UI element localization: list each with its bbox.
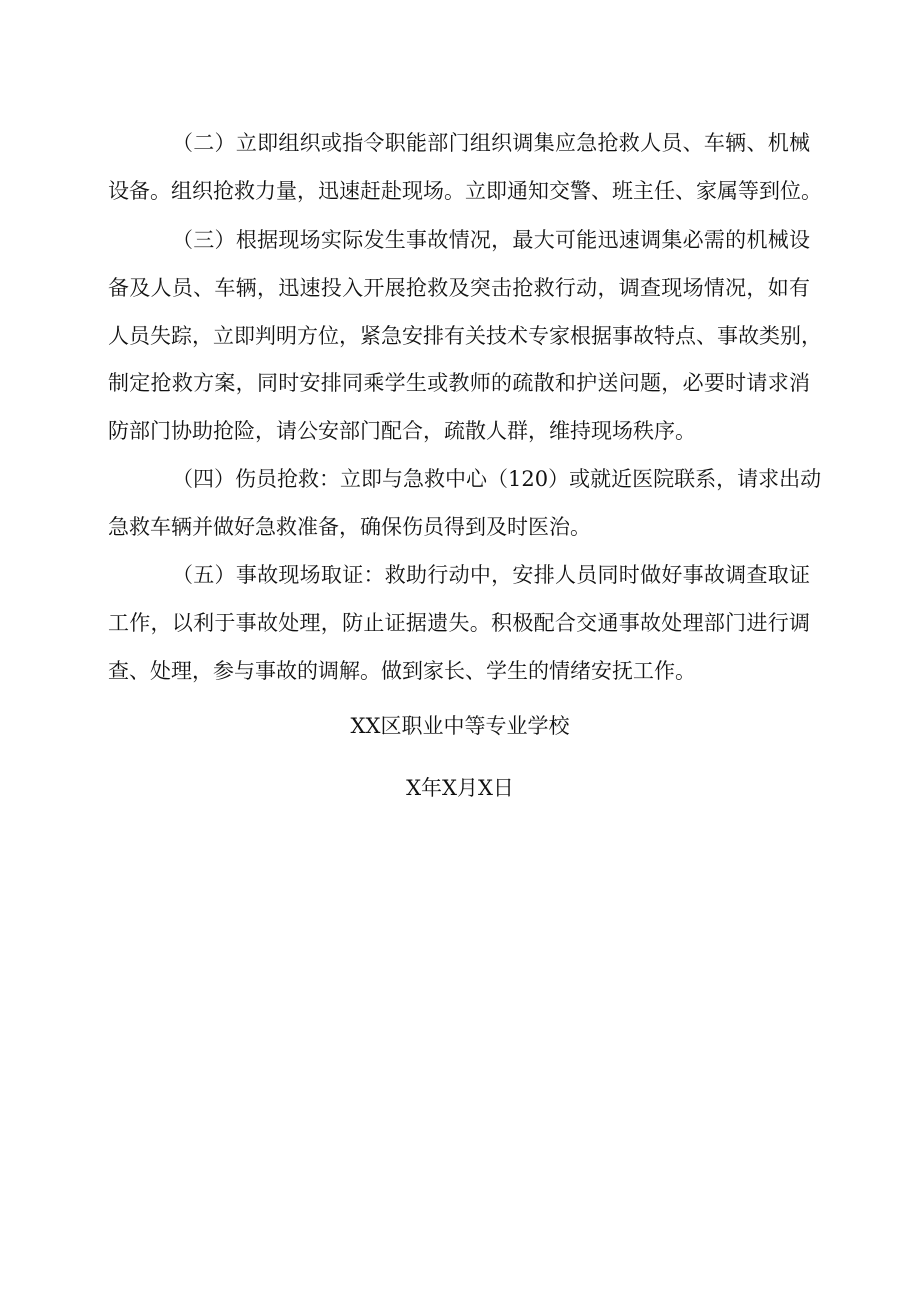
text-line: 人员失踪，立即判明方位，紧急安排有关技术专家根据事故特点、事故类别，	[108, 324, 822, 348]
text-line: （二）立即组织或指令职能部门组织调集应急抢救人员、车辆、机械	[172, 131, 810, 155]
text-line: 备及人员、车辆，迅速投入开展抢救及突击抢救行动，调查现场情况，如有	[108, 276, 810, 300]
signature-date: X年X月X日	[406, 776, 514, 800]
text-line: 工作，以利于事故处理，防止证据遗失。积极配合交通事故处理部门进行调	[108, 611, 810, 635]
text-line: （五）事故现场取证：救助行动中，安排人员同时做好事故调查取证	[172, 563, 810, 587]
text-line: 急救车辆并做好急救准备，确保伤员得到及时医治。	[108, 515, 591, 539]
text-line: 防部门协助抢险，请公安部门配合，疏散人群，维持现场秩序。	[108, 419, 696, 443]
text-line: 查、处理，参与事故的调解。做到家长、学生的情绪安抚工作。	[108, 659, 696, 683]
text-line: （三）根据现场实际发生事故情况，最大可能迅速调集必需的机械设	[172, 228, 810, 252]
signature-organization: XX区职业中等专业学校	[350, 714, 570, 738]
text-line: （四）伤员抢救：立即与急救中心（120）或就近医院联系，请求出动	[172, 467, 822, 491]
text-line: 设备。组织抢救力量，迅速赶赴现场。立即通知交警、班主任、家属等到位。	[108, 179, 822, 203]
text-line: 制定抢救方案，同时安排同乘学生或教师的疏散和护送问题，必要时请求消	[108, 371, 810, 395]
